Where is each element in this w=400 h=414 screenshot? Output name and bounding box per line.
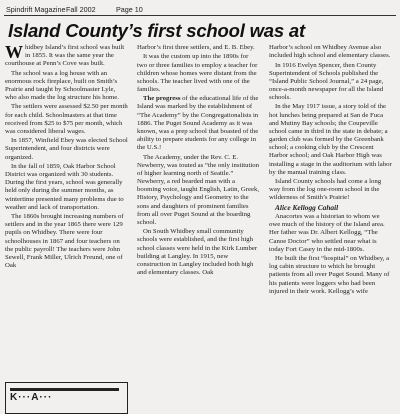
ad-text: K···A···	[10, 392, 53, 403]
article-paragraph	[269, 213, 392, 254]
section-byline: Alice Kellogg Cahail	[275, 202, 339, 212]
article-paragraph	[5, 163, 128, 212]
article-paragraph	[5, 137, 128, 161]
article-column-3	[269, 44, 392, 400]
article-paragraph	[5, 103, 128, 136]
article-paragraph	[137, 44, 260, 52]
paragraph-text: In the May 1917 issue, a story told of the hot lunches being prepared at San de Fuca and Mutiny Bay schools; the Coupeville school came in third in the state in debate; a garden club was formed by the Greenbank school; a cooking club by the Crescent Harbor school; and Oak Harbor High was installing a stage in the auditorium with labor by the manual training class.	[269, 103, 392, 176]
article-paragraph	[137, 95, 260, 152]
article-column-1	[5, 44, 128, 400]
page-number: Page 10	[116, 5, 143, 14]
publication-name: Spindrift Magazine	[6, 5, 66, 14]
article-paragraph	[5, 213, 128, 270]
paragraph-text: Island County schools had come a long way from the log one-room school in the wilderness of Smith’s Prairie!	[269, 178, 382, 202]
header-rule	[4, 15, 396, 16]
issue-date: Fall 2002	[66, 5, 96, 14]
article-column-2	[137, 44, 260, 400]
paragraph-text: Harbor’s first three settlers, and E. B. Ebey.	[137, 44, 255, 51]
paragraph-text: Harbor’s school on Whidbey Avenue also included high school and elementary classes.	[269, 44, 391, 60]
paragraph-text: Anacortes was a historian to whom we owe much of the history of the Island area. Her father was Dr. Albert Kellogg, “The Canoe Doctor” who settled near what is today Fort Casey in the mid-1800s.	[269, 213, 385, 253]
paragraph-text: In 1857, Winfield Ebey was elected School Superintendent, and four districts were organized.	[5, 137, 128, 161]
article-paragraph	[269, 44, 392, 60]
paragraph-text: The school was a log house with an enormous rock fireplace, built on Smith’s Prairie and taught by Schoolmaster Lyle, who also made the log structure his home.	[5, 69, 119, 102]
paragraph-text: On South Whidbey small community schools were established, and the first high school classes were held in the Kirk Lumber building at Langley. In 1915, new construction in Langley included both high and elementary classes. Oak	[137, 228, 258, 276]
paragraph-text: It was the custom up into the 1890s for two or three families to employ a teacher for children whose homes were distant from the schools. The teacher lived with one of the families.	[137, 53, 258, 93]
advertisement-box	[5, 382, 128, 414]
article-paragraph	[269, 62, 392, 103]
article-paragraph	[137, 228, 260, 277]
paragraph-text: The settlers were assessed $2.50 per month for each child. Schoolmasters at that time received from $25 to $75 per month, which was considered liberal wages.	[5, 103, 128, 135]
article-paragraph	[137, 53, 260, 94]
article-headline: Island County’s first school was at	[8, 20, 305, 41]
article-paragraph	[269, 255, 392, 296]
paragraph-lead-in: The progress	[143, 95, 181, 103]
paragraph-text: The 1860s brought increasing numbers of settlers and in the year 1865 there were 129 pupils on Whidbey. There were four schoolhouses in 1867 and four teachers on the public payroll! The teachers were John Sewell, Frank Miller, Ulrich Freund, one of Oak	[5, 213, 124, 269]
paragraph-text: He built the first “hospital” on Whidbey, a log cabin structure to which he brought patients from all over Puget Sound. Many of his patients were loggers who had been injured in their work. Kellogg’s wife	[269, 255, 390, 295]
drop-cap: W	[5, 44, 23, 62]
article-paragraph	[5, 44, 128, 68]
article-paragraph	[269, 103, 392, 176]
paragraph-text: In the fall of 1859, Oak Harbor School District was organized with 30 students. During the first years, school was generally held only during the summer months, as wintertime presented many problems due to weather and lack of transportation.	[5, 162, 124, 211]
paragraph-text: The Academy, under the Rev. C. E. Newberry, was touted as “the only institution of higher learning north of Seattle.” Newberry, a red bearded man with a booming voice, taught English, Latin, Greek, History, Psychology and Geometry to the sons and daughters of prominent families from all over Puget Sound at the boarding school.	[137, 153, 260, 226]
article-paragraph	[5, 70, 128, 103]
article-paragraph	[269, 178, 392, 202]
paragraph-text: hidbey Island’s first school was built in 1855. It was the same year the courthouse at Penn’s Cove was built.	[5, 44, 125, 68]
article-paragraph	[137, 154, 260, 227]
paragraph-text: of the educational life of the Island was marked by the establishment of “The Academy” by the Congregationalists in 1886. The Puget Sound Academy as it was known, was a prep school that boasted of the ability to prepare students for any college in the U.S.!	[137, 95, 259, 152]
paragraph-text: In 1916 Evelyn Spencer, then County Superintendent of Schools published the “Island Public School Journal,” a 24 page, once-a-month newspaper for all the Island schools.	[269, 61, 384, 102]
